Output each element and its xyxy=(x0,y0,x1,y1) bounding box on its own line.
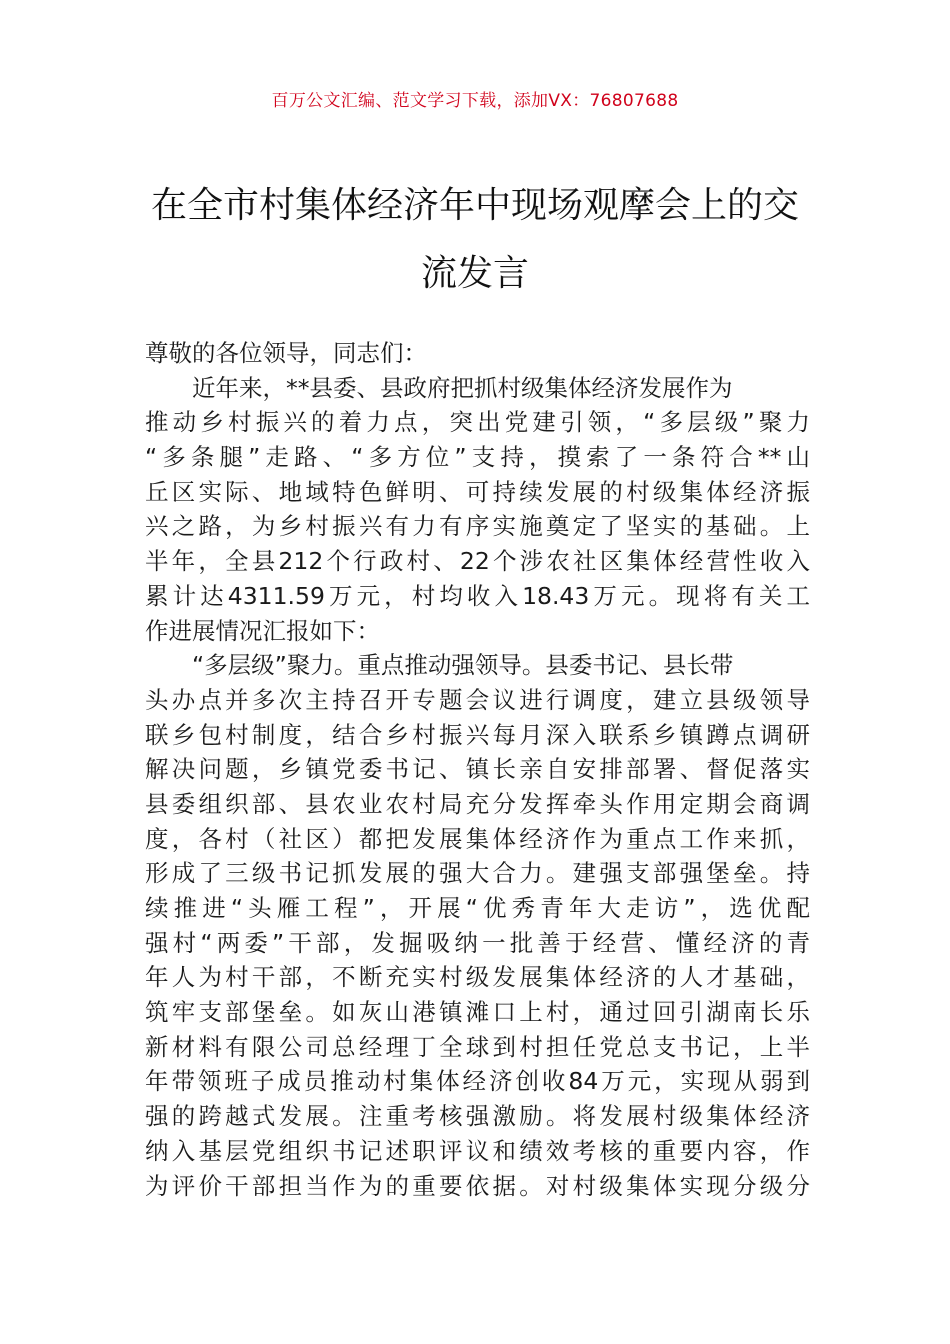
body-line: 强村“两委”干部，发掘吸纳一批善于经营、懂经济的青 xyxy=(145,928,810,957)
document-title xyxy=(150,172,800,308)
body-line: 续推进“头雁工程”，开展“优秀青年大走访”，选优配 xyxy=(145,894,810,922)
body-line: 累计达4311.59万元，村均收入18.43万元。现将有关工 xyxy=(145,581,810,610)
body-line: 联乡包村制度，结合乡村振兴每月深入联系乡镇蹲点调研 xyxy=(145,720,810,749)
document-body xyxy=(145,336,810,1203)
body-line: 新材料有限公司总经理丁全球到村担任党总支书记，上半 xyxy=(145,1032,810,1061)
body-line: 年带领班子成员推动村集体经济创收84万元，实现从弱到 xyxy=(145,1067,810,1096)
body-line: 丘区实际、地域特色鲜明、可持续发展的村级集体经济振 xyxy=(145,477,810,506)
body-line: 筑牢支部堡垒。如灰山港镇滩口上村，通过回引湖南长乐 xyxy=(145,998,810,1027)
body-line: 解决问题，乡镇党委书记、镇长亲自安排部署、督促落实 xyxy=(145,755,810,784)
body-line: 形成了三级书记抓发展的强大合力。建强支部强堡垒。持 xyxy=(145,859,810,888)
body-line: 纳入基层党组织书记述职评议和绩效考核的重要内容，作 xyxy=(145,1136,810,1165)
body-line: 度，各村（社区）都把发展集体经济作为重点工作来抓， xyxy=(145,824,810,853)
body-line: 半年，全县212个行政村、22个涉农社区集体经营性收入 xyxy=(145,547,810,576)
title-line-1: 在全市村集体经济年中现场观摩会上的交 xyxy=(150,185,799,226)
body-line: 强的跨越式发展。注重考核强激励。将发展村级集体经济 xyxy=(145,1102,810,1131)
body-line: 兴之路，为乡村振兴有力有序实施奠定了坚实的基础。上 xyxy=(145,512,810,541)
body-line: 县委组织部、县农业农村局充分发挥牵头作用定期会商调 xyxy=(145,789,810,818)
body-line: 近年来，**县委、县政府把抓村级集体经济发展作为 xyxy=(145,373,733,402)
body-line: 为评价干部担当作为的重要依据。对村级集体实现分级分 xyxy=(145,1171,810,1200)
title-line-2: 流发言 xyxy=(420,253,529,294)
body-line: 头办点并多次主持召开专题会议进行调度，建立县级领导 xyxy=(145,685,810,714)
body-line: 年人为村干部，不断充实村级发展集体经济的人才基础， xyxy=(145,963,810,992)
salutation: 尊敬的各位领导，同志们： xyxy=(145,339,427,367)
body-line: “多条腿”走路、“多方位”支持，摸索了一条符合**山 xyxy=(145,443,810,472)
body-line: 推动乡村振兴的着力点，突出党建引领，“多层级”聚力 xyxy=(145,408,810,437)
body-line: 作进展情况汇报如下： xyxy=(145,616,380,645)
watermark-text: 百万公文汇编、范文学习下载，添加VX：76807688 xyxy=(271,91,679,111)
body-line: “多层级”聚力。重点推动强领导。县委书记、县长带 xyxy=(145,651,734,680)
